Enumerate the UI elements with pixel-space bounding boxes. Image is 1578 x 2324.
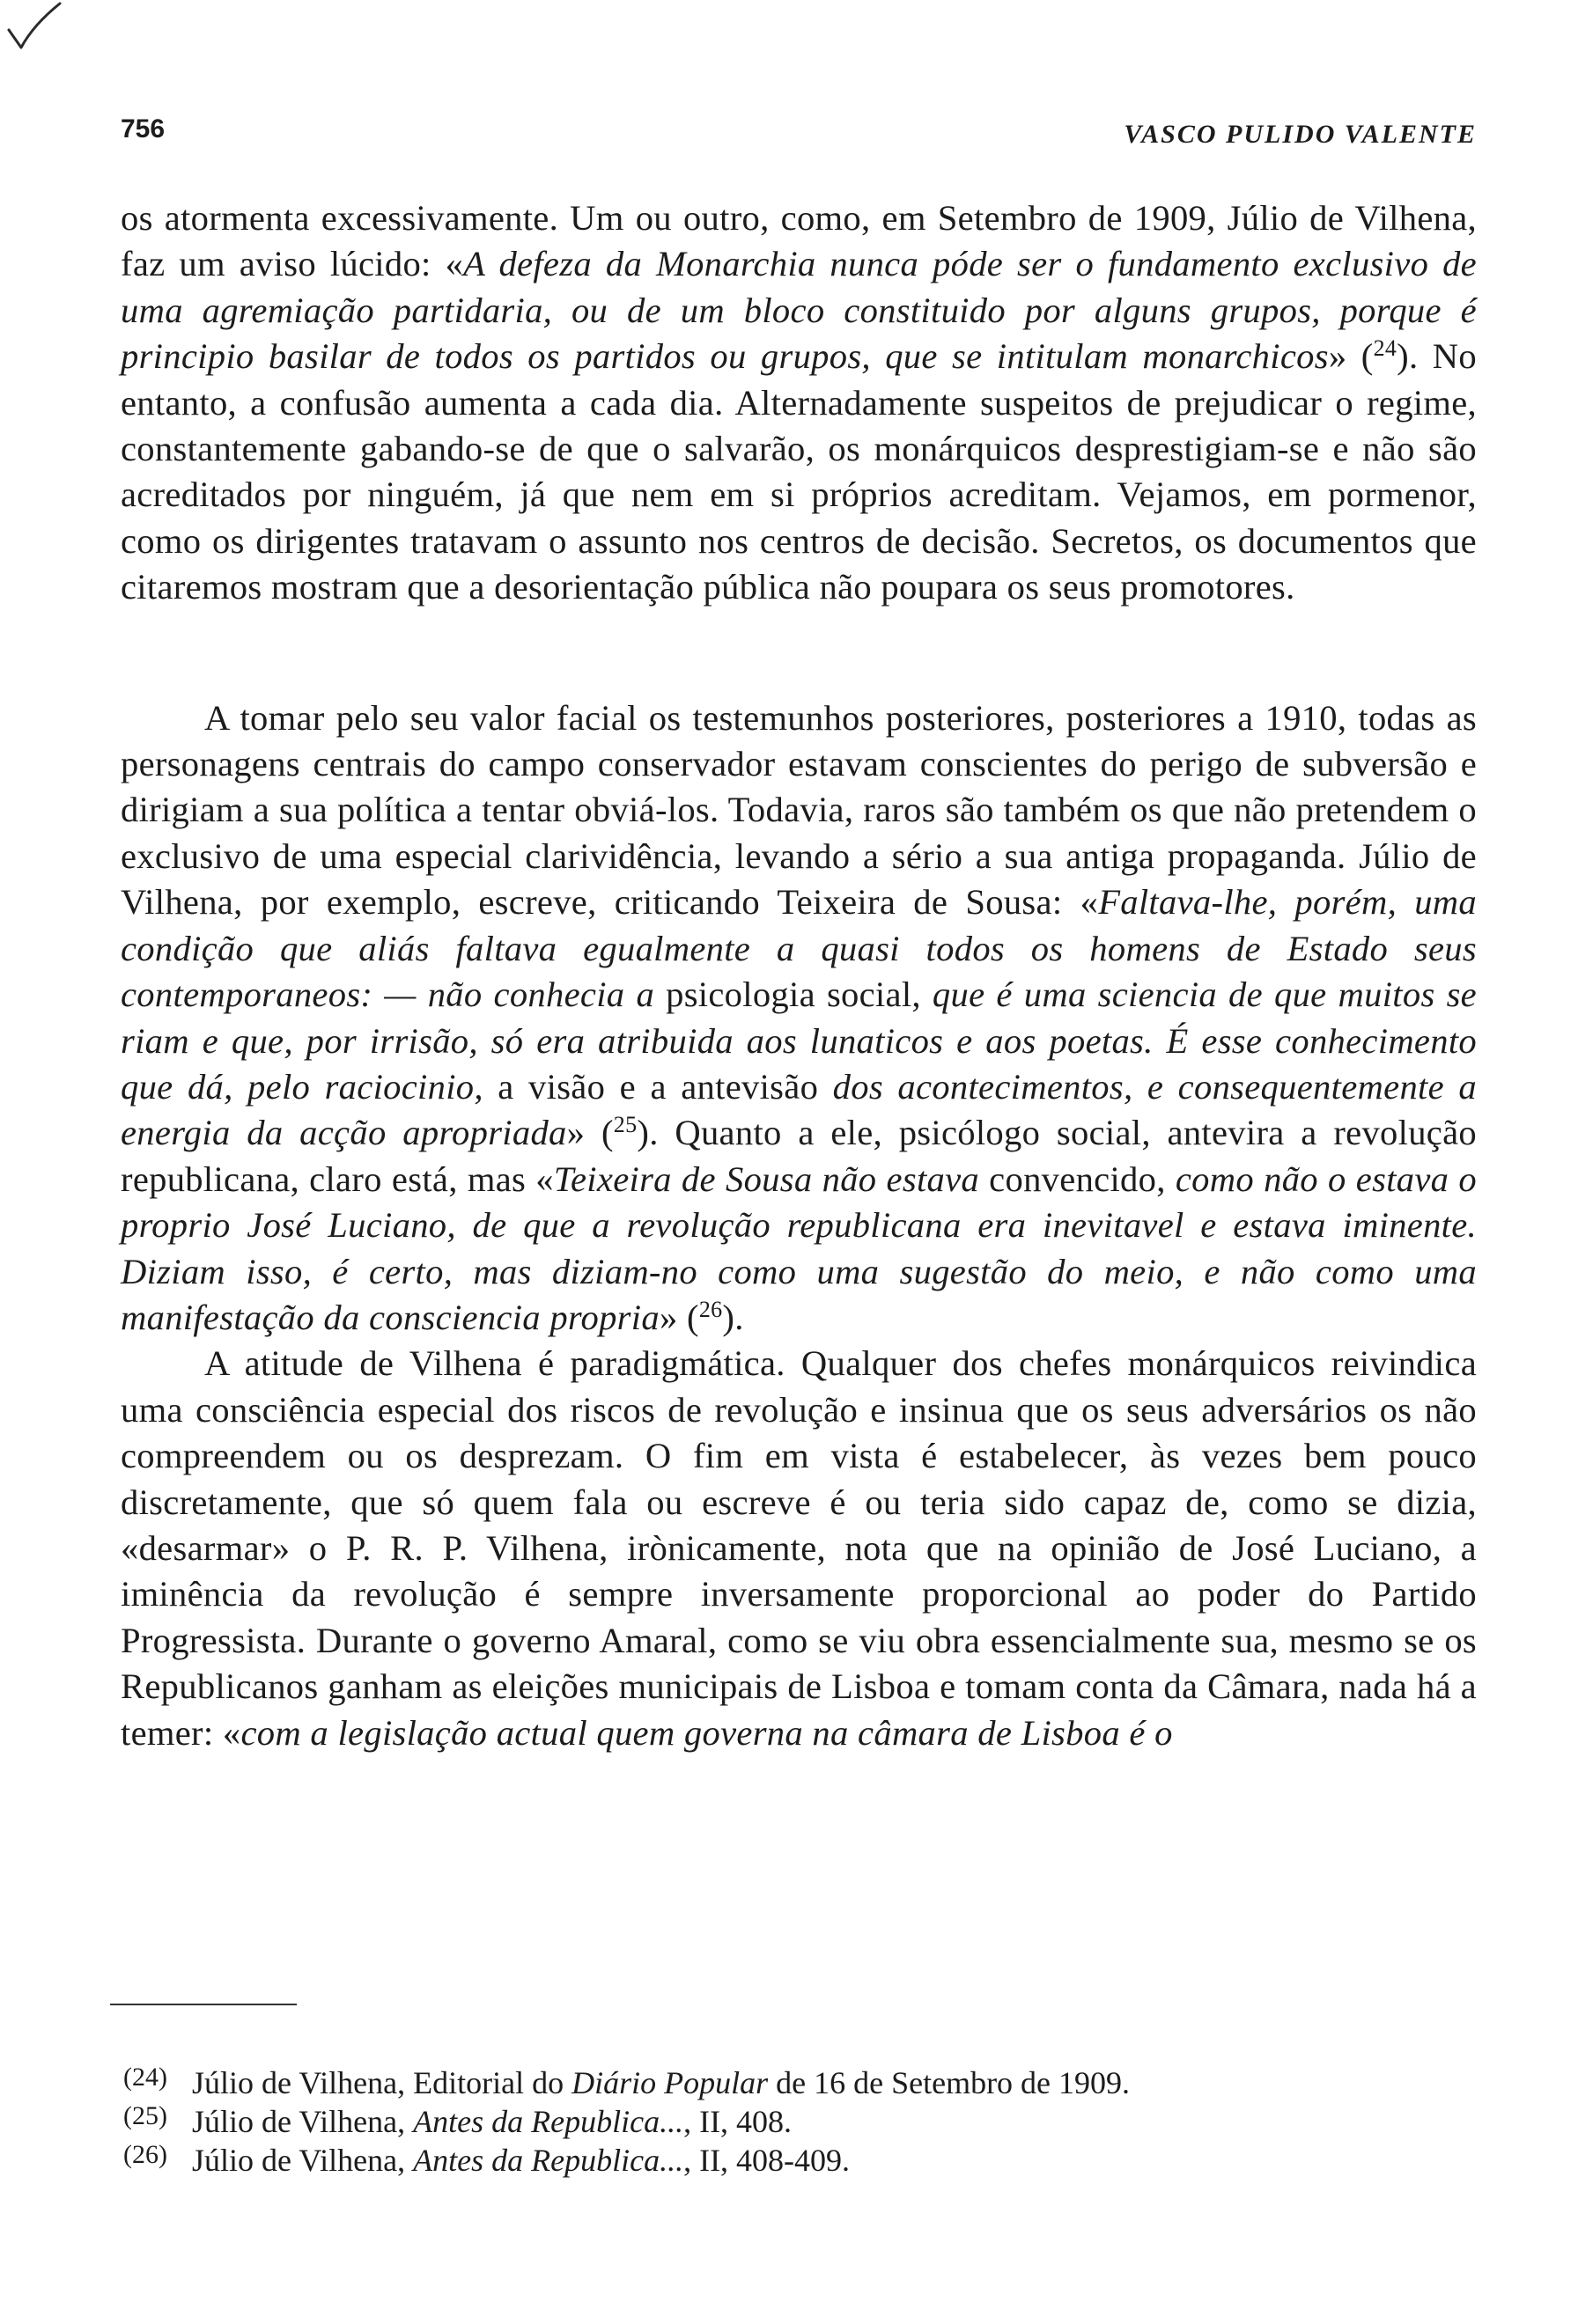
footnote-text: Júlio de Vilhena, (192, 2143, 414, 2178)
text-run: a visão e a antevisão (483, 1066, 833, 1107)
text-run: A atitude de Vilhena é paradigmática. Qualquer dos chefes monárquicos reivindica uma consciência especial dos riscos de revolução e insinua que os seus adversários os não compreendem ou os desprezam. O fim em vista é estabelecer, às vezes bem pouco discretamente, que só quem fala ou escreve é ou teria sido capaz de, como se dizia, «desarmar» o P. R. P. Vilhena, irònicamente, nota que na opinião de José Luciano, a iminência da revolução é sempre inversamente proporcional ao poder do Partido Progressista. Durante o governo Amaral, como se viu obra essencialmente sua, mesmo se os Republicanos ganham as eleições municipais de Lisboa e tomam conta da Câmara, nada há a temer: « (121, 1343, 1477, 1753)
footnote-text: , II, 408. (683, 2104, 793, 2139)
footnote-ref-26: 26 (698, 1296, 723, 1322)
text-run: » ( (1328, 336, 1374, 377)
quote-italic: A defeza da Monarchia nunca póde ser o fundamento exclusivo de uma agremiação partidaria, ou de um bloco constituido por alguns grupos, porque é principio basilar de todos os partidos ou grupos, que se intitulam monarchicos (121, 244, 1477, 377)
text-run: A tomar pelo seu valor facial os testemunhos posteriores, posteriores a 1910, todas as personagens centrais do campo conservador estavam conscientes do perigo de subversão e dirigiam a sua política a tentar obviá-los. Todavia, raros são também os que não pretendem o exclusivo de uma especial clarividência, levando a sério a sua antiga propaganda. Júlio de Vilhena, por exemplo, escreve, criticando Teixeira de Sousa: « (121, 697, 1477, 923)
text-run: convencido, (979, 1158, 1176, 1199)
footnote-italic-title: Antes da Republica... (413, 2143, 684, 2178)
quote-italic: com a legislação actual quem governa na câmara de Lisboa é o (240, 1712, 1173, 1753)
page-header (121, 114, 1477, 158)
quote-italic: dos acontecimentos, e consequentemente a energia da acção apropriada (121, 1066, 1477, 1153)
handwritten-check-mark-icon (2, 0, 63, 53)
footnotes (123, 2063, 1469, 2180)
footnote-text: de 16 de Setembro de 1909. (768, 2065, 1131, 2100)
footnote-italic-title: Antes da Republica... (413, 2104, 684, 2139)
page-number: 756 (121, 114, 166, 143)
text-run: ). (722, 1297, 744, 1337)
text-run: ). No entanto, a confusão aumenta a cada dia. Alternadamente suspeitos de prejudicar o regime, constantemente gabando-se de que o salvarão, os monárquicos desprestigiam-se e não são acreditados por ninguém, já que nem em si próprios acreditam. Vejamos, em pormenor, como os dirigentes tratavam o assunto nos centros de decisão. Secretos, os documentos que citaremos mostram que a desorientação pública não poupara os seus promotores. (121, 336, 1477, 607)
footnote-text: Júlio de Vilhena, Editorial do (192, 2065, 572, 2100)
quote-italic: que é uma sciencia de que muitos se riam e que, por irrisão, só era atribuida aos lunaticos e aos poetas. É esse conhecimento que dá, pelo raciocinio, (121, 974, 1477, 1107)
footnote-text: Júlio de Vilhena, (192, 2104, 414, 2139)
footnote-ref-24: 24 (1373, 335, 1397, 362)
footnote-26 (123, 2140, 1469, 2180)
paragraph-2 (121, 695, 1477, 1342)
quote-italic: como não o estava o proprio José Luciano, de que a revolução republicana era inevitavel e estava iminente. Diziam isso, é certo, mas diziam-no como uma sugestão do meio, e não como uma manifestação da consciencia propria (121, 1158, 1478, 1337)
footnote-mark: (25) (123, 2101, 167, 2130)
text-run: os atormenta excessivamente. Um ou outro, como, em Setembro de 1909, Júlio de Vilhena, faz um aviso lúcido: « (121, 198, 1477, 284)
footnote-24 (123, 2063, 1469, 2102)
text-run: » ( (566, 1113, 614, 1153)
text-run: psicologia social, (654, 974, 933, 1015)
footnote-mark: (24) (123, 2063, 167, 2092)
running-head-author: VASCO PULIDO VALENTE (1124, 120, 1477, 149)
quote-italic: Teixeira de Sousa não estava (553, 1158, 980, 1199)
footnote-mark: (26) (123, 2140, 167, 2169)
text-run: » ( (659, 1297, 699, 1337)
footnote-ref-25: 25 (613, 1112, 638, 1138)
footnote-text: , II, 408-409. (683, 2143, 851, 2178)
main-text (121, 195, 1477, 1756)
footnote-italic-title: Diário Popular (571, 2065, 769, 2100)
text-run: ). Quanto a ele, psicólogo social, antevira a revolução republicana, claro está, mas « (121, 1113, 1477, 1199)
paragraph-1 (121, 195, 1477, 611)
footnote-25 (123, 2101, 1469, 2141)
paragraph-3 (121, 1341, 1477, 1756)
quote-italic: Faltava-lhe, porém, uma condição que aliás faltava egualmente a quasi todos os homens de Estado seus contemporaneos: — não conhecia a (121, 882, 1477, 1015)
footnote-separator-rule (110, 2004, 297, 2005)
